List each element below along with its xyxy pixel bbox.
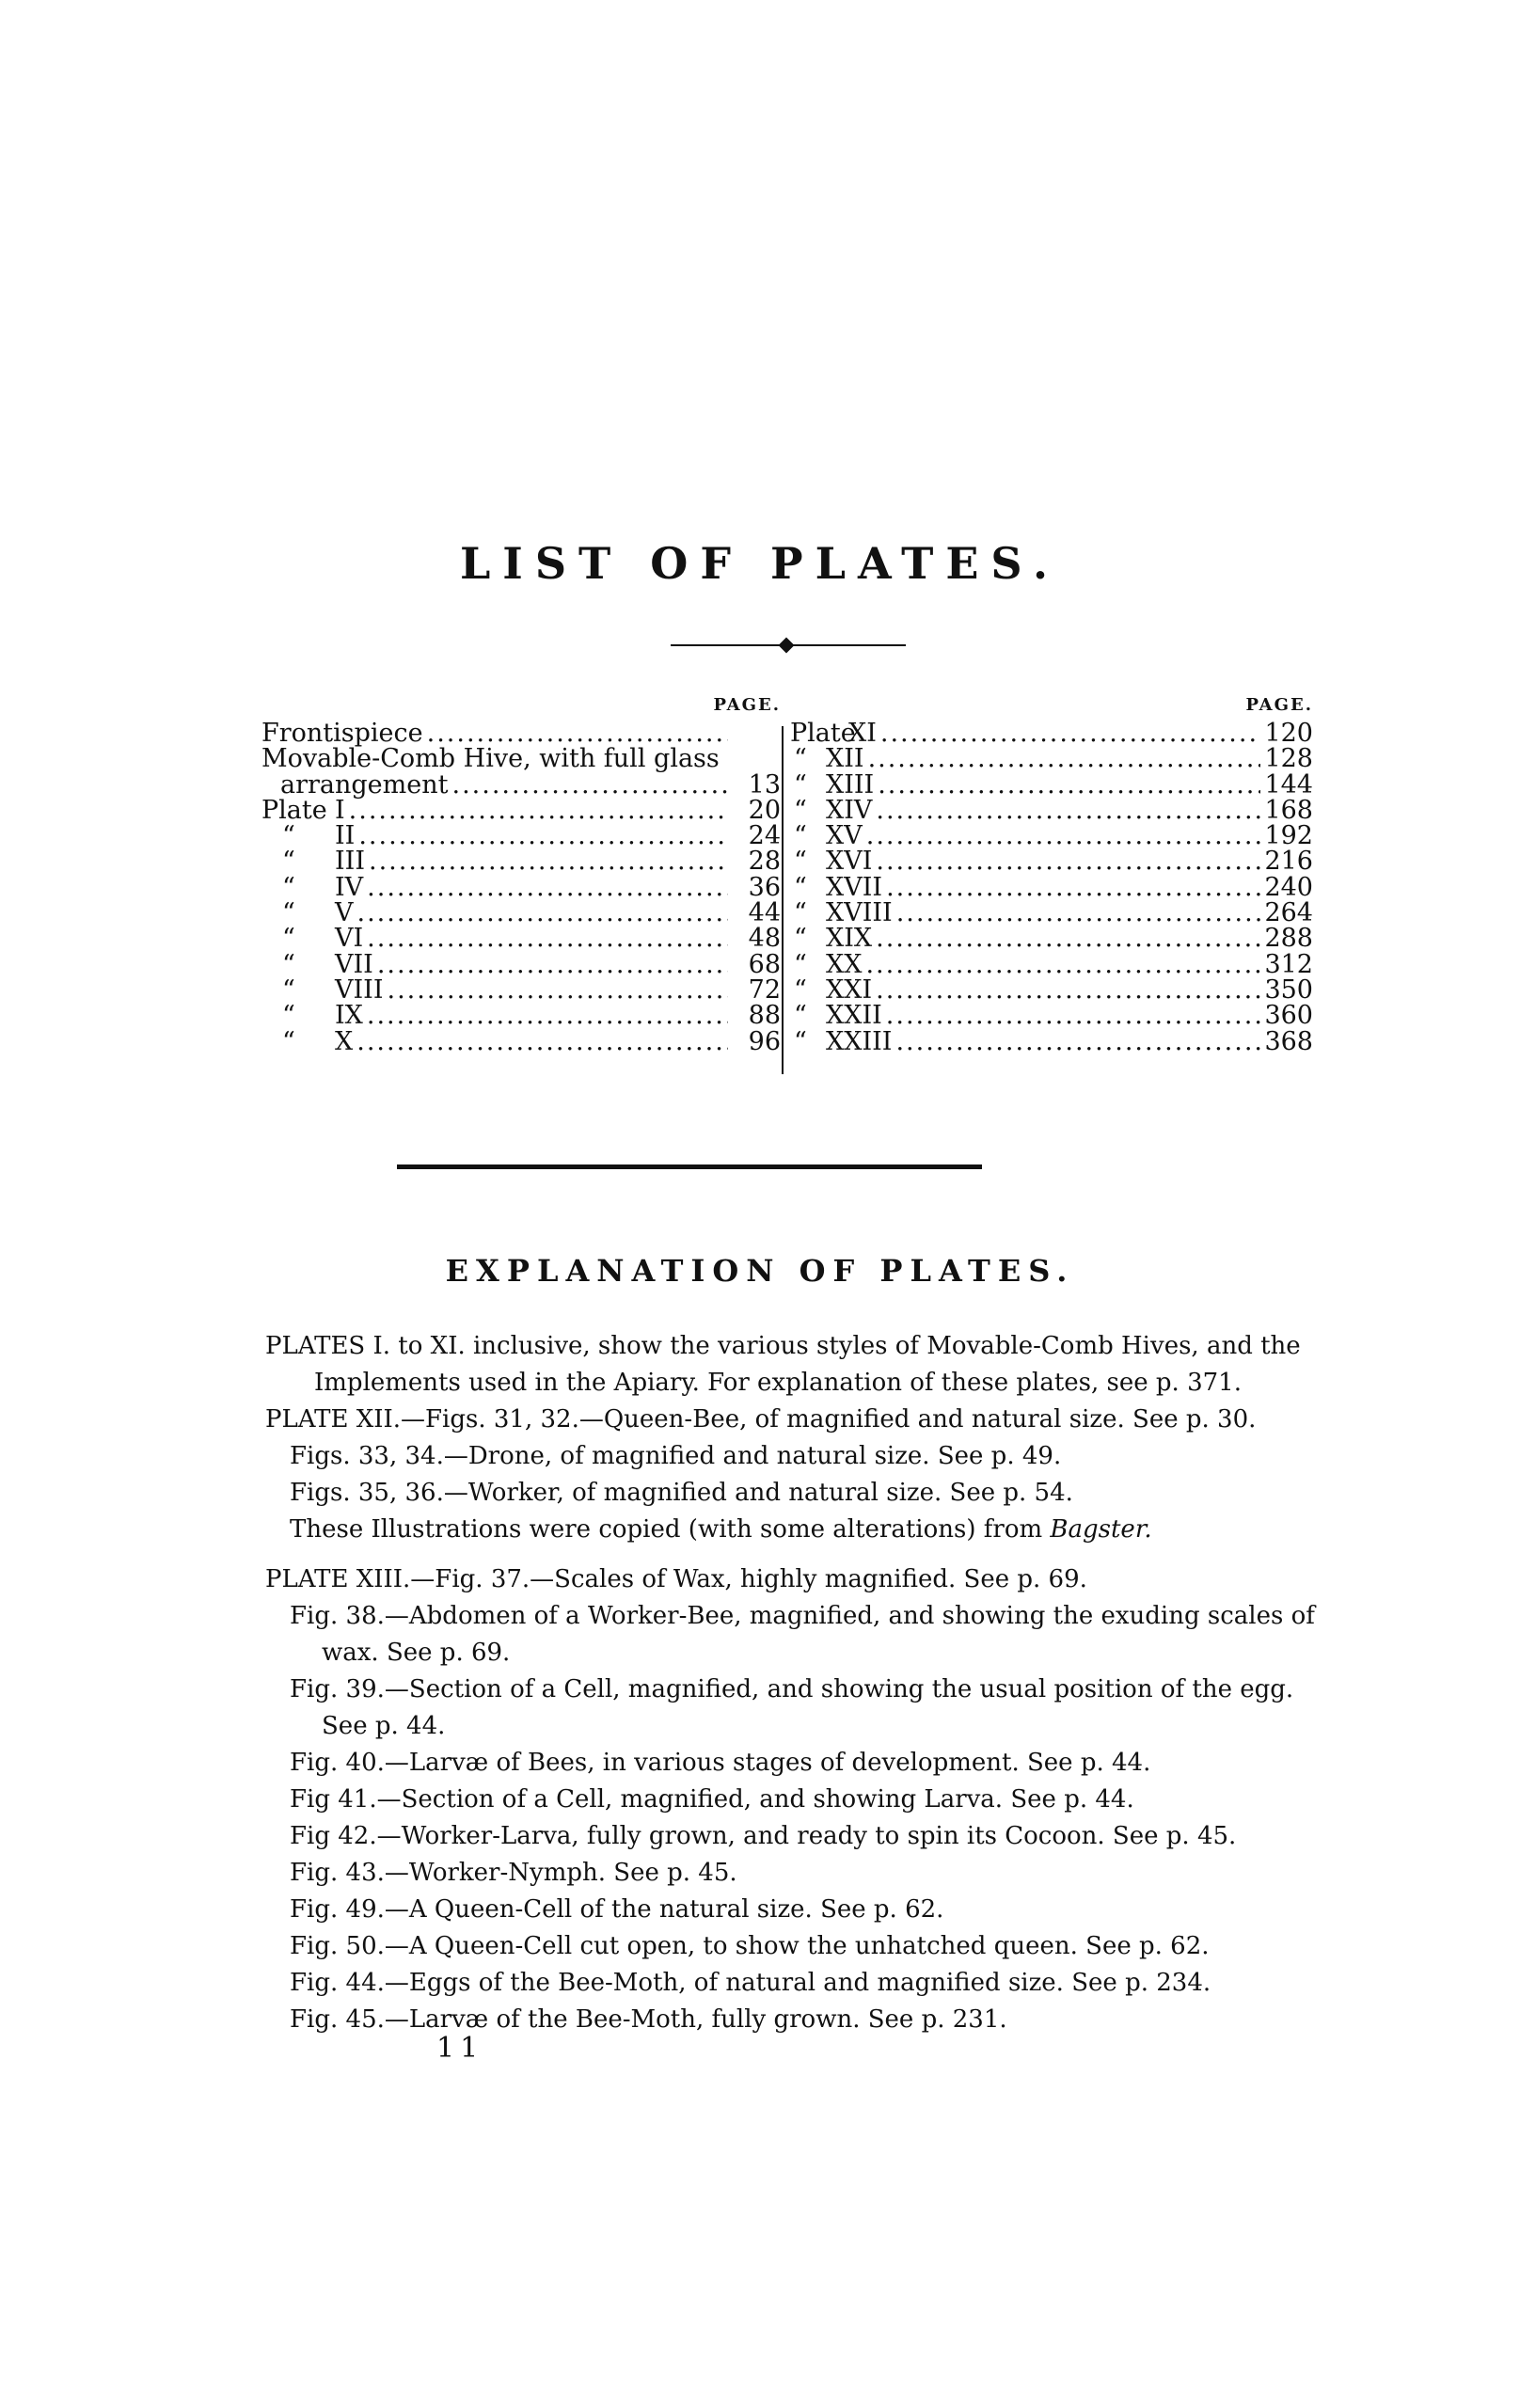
plate-13-fig-43: Fig. 43.—Worker-Nymph. See p. 45. bbox=[290, 1859, 737, 1887]
list-item: “ VI ..... 48 bbox=[261, 926, 781, 951]
diamond-rule-icon bbox=[671, 638, 906, 653]
list-item: “ XVII ..... 240 bbox=[790, 875, 1313, 900]
plate-rows-right bbox=[790, 721, 1313, 1054]
source-name: Bagster. bbox=[1050, 1515, 1152, 1544]
plate-13-fig-49: Fig. 49.—A Queen-Cell of the natural size. See p. 62. bbox=[290, 1895, 944, 1924]
list-item: “ XVIII ..... 264 bbox=[790, 900, 1313, 926]
list-item: “ XIII ..... 144 bbox=[790, 772, 1313, 798]
plates-list-right bbox=[790, 690, 1313, 1054]
list-item: “ IX ..... 88 bbox=[261, 1003, 781, 1028]
list-item: “ XX ..... 312 bbox=[790, 952, 1313, 977]
list-item: Plate I ..... 20 bbox=[261, 798, 781, 823]
page-number: 11 bbox=[436, 2032, 484, 2065]
list-item: “ XXII ..... 360 bbox=[790, 1003, 1313, 1028]
plate-13-fig-42: Fig 42.—Worker-Larva, fully grown, and ready to spin its Cocoon. See p. 45. bbox=[290, 1822, 1237, 1850]
plate-12-figs-33-34: Figs. 33, 34.—Drone, of magnified and natural size. See p. 49. bbox=[290, 1442, 1062, 1470]
column-divider bbox=[782, 726, 784, 1074]
plates-1-11-note: PLATES I. to XI. inclusive, show the various styles of Movable-Comb Hives, and the Implements used in the Apiary. For explanation of these plates, see p. 371. bbox=[265, 1332, 1301, 1397]
plate-13-fig-50: Fig. 50.—A Queen-Cell cut open, to show the unhatched queen. See p. 62. bbox=[290, 1932, 1210, 1960]
plate-13-fig-44: Fig. 44.—Eggs of the Bee-Moth, of natural and magnified size. See p. 234. bbox=[290, 1969, 1211, 1997]
list-item: PlateXI ..... 120 bbox=[790, 721, 1313, 746]
list-item: “ VIII ..... 72 bbox=[261, 977, 781, 1003]
page-column-header: PAGE. bbox=[713, 695, 781, 715]
list-item: “ VII ..... 68 bbox=[261, 952, 781, 977]
plate-13-fig-38: Fig. 38.—Abdomen of a Worker-Bee, magnified, and showing the exuding scales of wax. See p. 69. bbox=[290, 1602, 1315, 1667]
list-item: “ XXIII ..... 368 bbox=[790, 1029, 1313, 1054]
plate-13-fig-41: Fig 41.—Section of a Cell, magnified, and showing Larva. See p. 44. bbox=[290, 1785, 1134, 1814]
page-title: LIST OF PLATES. bbox=[459, 538, 1061, 589]
list-item: “ XII ..... 128 bbox=[790, 746, 1313, 771]
plate-12-entry: PLATE XII.—Figs. 31, 32.—Queen-Bee, of magnified and natural size. See p. 30. bbox=[265, 1405, 1257, 1434]
plate-rows-left bbox=[261, 795, 781, 1056]
list-item: “ III ..... 28 bbox=[261, 848, 781, 874]
list-item: “ IV ..... 36 bbox=[261, 875, 781, 900]
list-item: “ XXI ..... 350 bbox=[790, 977, 1313, 1003]
explanation-title: EXPLANATION OF PLATES. bbox=[445, 1253, 1075, 1289]
explanation-text bbox=[265, 1328, 1322, 2038]
list-item: “ X ..... 96 bbox=[261, 1029, 781, 1054]
plate-13-fig-39: Fig. 39.—Section of a Cell, magnified, and showing the usual position of the egg. See p. 44. bbox=[290, 1675, 1294, 1740]
list-item: arrangement ..... 13 bbox=[261, 772, 781, 798]
list-item: Frontispiece ..... bbox=[261, 721, 781, 746]
plate-13-fig-45: Fig. 45.—Larvæ of the Bee-Moth, fully grown. See p. 231. bbox=[290, 2005, 1007, 2034]
page-column-header: PAGE. bbox=[1245, 695, 1313, 715]
list-item: “ V ..... 44 bbox=[261, 900, 781, 926]
list-item: “ XIX ..... 288 bbox=[790, 926, 1313, 951]
plate-13-fig-40: Fig. 40.—Larvæ of Bees, in various stages of development. See p. 44. bbox=[290, 1749, 1151, 1777]
list-item: Movable-Comb Hive, with full glass bbox=[261, 744, 720, 774]
plates-list-left bbox=[261, 690, 781, 1054]
list-item: “ II ..... 24 bbox=[261, 823, 781, 848]
list-item: “ XV ..... 192 bbox=[790, 823, 1313, 848]
section-rule bbox=[397, 1164, 982, 1169]
list-item: “ XIV ..... 168 bbox=[790, 798, 1313, 823]
list-item: “ XVI ..... 216 bbox=[790, 848, 1313, 874]
plate-12-source-note: These Illustrations were copied (with some alterations) from Bagster. bbox=[290, 1515, 1152, 1544]
plate-12-figs-35-36: Figs. 35, 36.—Worker, of magnified and natural size. See p. 54. bbox=[290, 1479, 1073, 1507]
plate-13-entry: PLATE XIII.—Fig. 37.—Scales of Wax, highly magnified. See p. 69. bbox=[265, 1565, 1087, 1593]
